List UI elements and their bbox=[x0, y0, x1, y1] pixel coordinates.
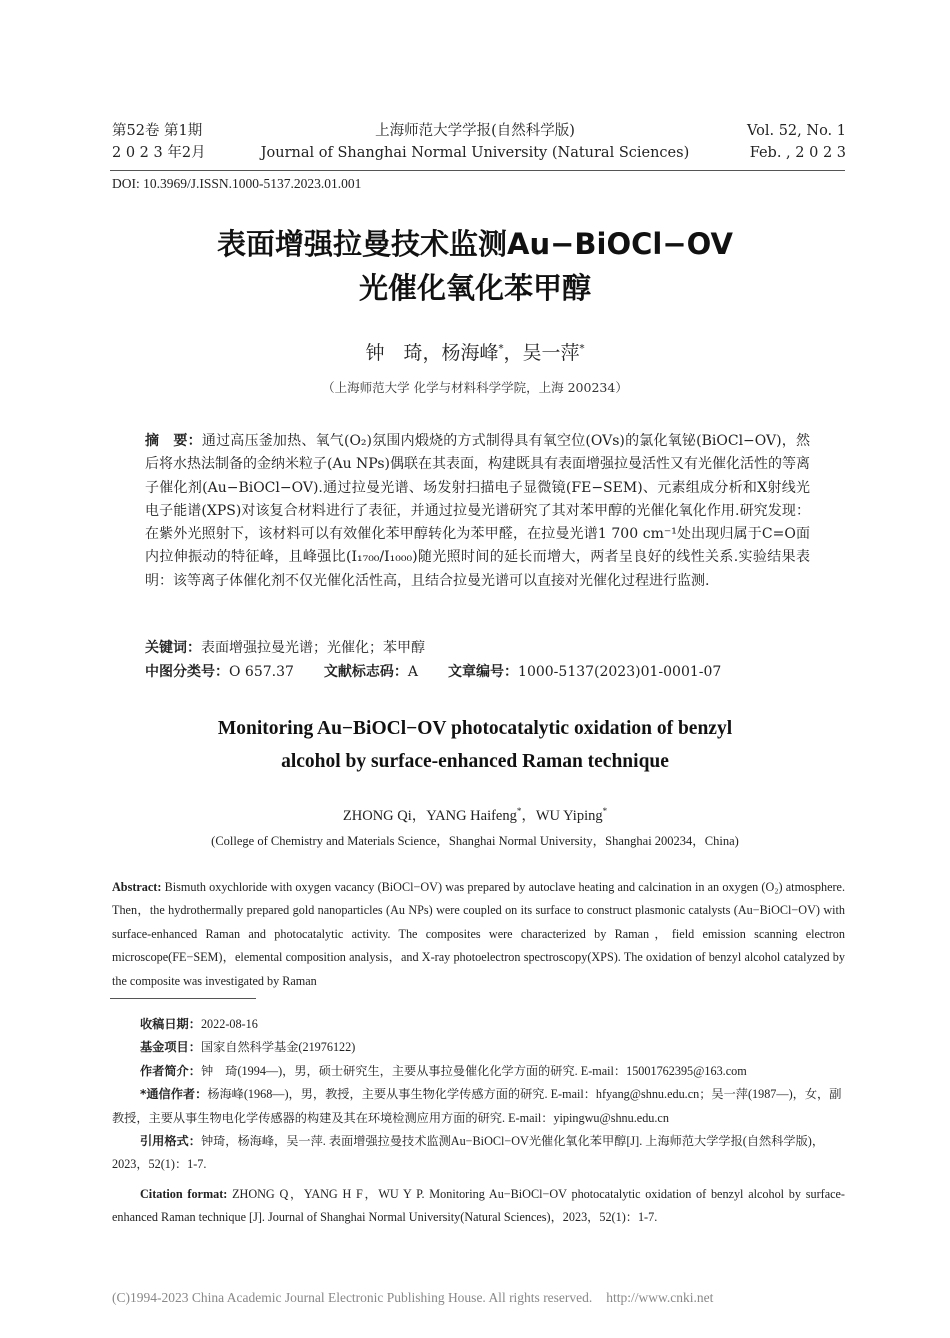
classification-line bbox=[145, 661, 845, 683]
doi[interactable]: DOI: 10.3969/J.ISSN.1000-5137.2023.01.001 bbox=[112, 176, 362, 191]
bio-label: 作者简介： bbox=[140, 1063, 201, 1078]
cite-en-value: ZHONG Q，YANG H F，WU Y P. Monitoring Au−BiOCl−OV photocatalytic oxidation of benzyl alcohol by surface-enhanced Raman technique [J]. Journal of Shanghai Normal University(Natural Sciences)，2023，52(1)：1-7. bbox=[112, 1186, 845, 1225]
bio-value: 钟 琦(1994—)，男，硕士研究生，主要从事拉曼催化化学方面的研究. E-mail：15001762395@163.com bbox=[200, 1063, 747, 1078]
page-title-cn bbox=[0, 222, 950, 310]
received-label: 收稿日期： bbox=[140, 1017, 201, 1031]
author-bio bbox=[112, 1060, 845, 1083]
keywords-cn-text: 表面增强拉曼光谱；光催化；苯甲醇 bbox=[201, 640, 425, 656]
keywords-cn bbox=[145, 637, 810, 659]
footnote-rule bbox=[110, 998, 256, 999]
abstract-en-label: Abstract: bbox=[112, 880, 162, 894]
article-number-label: 文章编号： bbox=[448, 664, 519, 680]
clc-label: 中图分类号： bbox=[145, 664, 229, 680]
title-en-line2: alcohol by surface-enhanced Raman technique bbox=[281, 751, 669, 772]
abstract-en bbox=[112, 876, 845, 993]
page-title-en bbox=[0, 712, 950, 778]
header-rule bbox=[110, 170, 845, 171]
corr-label: *通信作者： bbox=[140, 1087, 208, 1102]
journal-name-cn: 上海师范大学学报(自然科学版) bbox=[375, 123, 575, 139]
cite-value: 钟琦，杨海峰，吴一萍. 表面增强拉曼技术监测Au−BiOCl−OV光催化氧化苯甲醇[J]. 上海师范大学学报(自然科学版)，2023，52(1)：1-7. bbox=[112, 1134, 825, 1172]
citation-cn bbox=[112, 1130, 845, 1177]
author-1-cn: 钟 琦， bbox=[365, 342, 442, 364]
issue-date-en: Feb. , 2 0 2 3 bbox=[749, 145, 846, 161]
copyright-text: (C)1994-2023 China Academic Journal Electronic Publishing House. All rights reserved. bbox=[112, 1290, 593, 1305]
running-header-right bbox=[747, 120, 846, 164]
author-3-cn: 吴一萍 bbox=[522, 342, 580, 364]
citation-en bbox=[112, 1183, 845, 1230]
cite-label: 引用格式： bbox=[140, 1134, 201, 1149]
cite-en-label: Citation format: bbox=[140, 1186, 228, 1201]
corresponding-mark-en-1: * bbox=[516, 806, 522, 817]
doc-code-label: 文献标志码： bbox=[323, 664, 408, 680]
corresponding-author bbox=[112, 1083, 845, 1130]
keywords-cn-label: 关键词： bbox=[145, 640, 201, 656]
article-number-value: 1000-5137(2023)01-0001-07 bbox=[518, 664, 722, 680]
clc-value: O 657.37 bbox=[229, 664, 294, 680]
abstract-cn bbox=[145, 430, 810, 593]
fund-value: 国家自然科学基金(21976122) bbox=[200, 1040, 356, 1055]
volume-number-en: Vol. 52, No. 1 bbox=[746, 123, 846, 139]
received-date bbox=[112, 1013, 845, 1036]
footnotes bbox=[112, 1013, 845, 1230]
abstract-en-text: Bismuth oxychloride with oxygen vacancy (BiOCl−OV) was prepared by autoclave heating and calcination in an oxygen (O₂) atmosphere. Then，the hydrothermally prepared gold nanoparticles (Au NPs) were coupled on its surface to construct plasmonic catalysts (Au−BiOCl−OV) with surface-enhanced Raman and photocatalytic activity. The composites were characterized by Raman，field emission scanning electron microscope(FE−SEM)，elemental composition analysis，and X-ray photoelectron spectroscopy(XPS). The oxidation of benzyl alcohol catalyzed by the composite was investigated by Raman bbox=[112, 880, 846, 988]
corresponding-mark-en-2: * bbox=[602, 806, 608, 817]
issue-date: 2 0 2 3 年2月 bbox=[112, 145, 206, 161]
title-cn-line2: 光催化氧化苯甲醇 bbox=[358, 271, 591, 305]
cnki-link[interactable]: http://www.cnki.net bbox=[606, 1290, 714, 1305]
authors-en-part1: ZHONG Qi，YANG Haifeng bbox=[342, 808, 517, 824]
title-en-line1: Monitoring Au−BiOCl−OV photocatalytic oxidation of benzyl bbox=[217, 718, 733, 739]
abstract-cn-text: 通过高压釜加热、氧气(O₂)氛围内煅烧的方式制得具有氧空位(OVs)的氯化氧铋(BiOCl−OV)，然后将水热法制备的金纳米粒子(Au NPs)偶联在其表面，构建既具有表面增强拉曼活性又有光催化活性的等离子催化剂(Au−BiOCl−OV).通过拉曼光谱、场发射扫描电子显微镜(FE−SEM)、元素组成分析和X射线光电子能谱(XPS)对该复合材料进行了表征，并通过拉曼光谱研究了其对苯甲醇的光催化氧化作用.研究发现：在紫外光照射下，该材料可以有效催化苯甲醇转化为苯甲醛，在拉曼光谱1 700 cm⁻¹处出现归属于C=O面内拉伸振动的特征峰，且峰强比(I₁₇₀₀/I₁₀₀₀)随光照时间的延长而增大，两者呈良好的线性关系.实验结果表明：该等离子体催化剂不仅光催化活性高，且结合拉曼光谱可以直接对光催化过程进行监测. bbox=[145, 433, 811, 589]
corr-value: 杨海峰(1968—)，男，教授，主要从事生物化学传感方面的研究. E-mail：hfyang@shnu.edu.cn；吴一萍(1987—)，女，副教授，主要从事生物电化学传感器的构建及其在环境检测应用方面的研究. E-mail：yipingwu@shnu.edu.cn bbox=[112, 1087, 842, 1125]
fund-project bbox=[112, 1036, 845, 1059]
abstract-cn-label: 摘 要： bbox=[145, 433, 202, 449]
title-cn-line1: 表面增强拉曼技术监测Au−BiOCl−OV bbox=[217, 227, 733, 261]
fund-label: 基金项目： bbox=[140, 1040, 201, 1055]
author-2-cn: 杨海峰 bbox=[441, 342, 499, 364]
authors-en-part2: ，WU Yiping bbox=[521, 808, 603, 824]
corresponding-mark-2: * bbox=[579, 343, 585, 355]
journal-name-en: Journal of Shanghai Normal University (Natural Sciences) bbox=[260, 145, 690, 161]
author-list-cn bbox=[0, 338, 950, 365]
author-list-en bbox=[0, 804, 950, 825]
received-value: 2022-08-16 bbox=[200, 1017, 258, 1031]
author-separator: ， bbox=[503, 342, 523, 364]
copyright-footer bbox=[112, 1290, 713, 1306]
doc-code-value: A bbox=[407, 664, 419, 680]
corresponding-mark-1: * bbox=[498, 343, 504, 355]
affiliation-cn: （上海师范大学 化学与材料科学学院，上海 200234） bbox=[322, 380, 628, 395]
affiliation-en: (College of Chemistry and Materials Science，Shanghai Normal University，Shanghai 200234，China) bbox=[211, 834, 739, 848]
volume-issue: 第52卷 第1期 bbox=[112, 123, 203, 139]
